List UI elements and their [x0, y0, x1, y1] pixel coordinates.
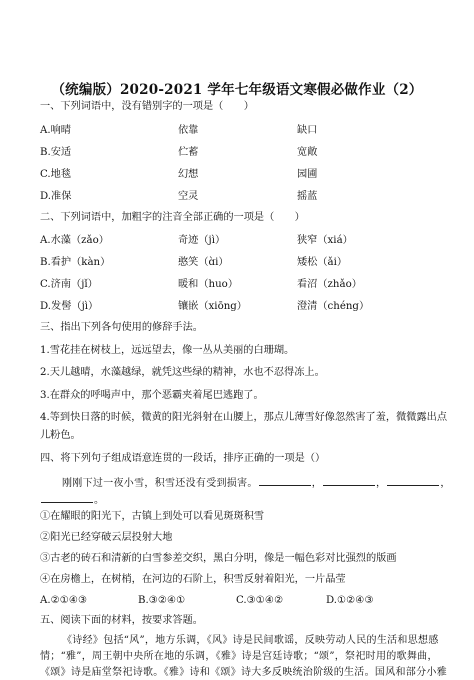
q2-option-a-3: 狭窄（xiá） — [297, 235, 353, 246]
q1-option-a-1: A.响晴 — [40, 125, 71, 136]
q4-option-c: C.③①④② — [236, 595, 284, 606]
q4-passage-text: 刚刚下过一夜小雪，积雪还没有受到损害。 — [62, 478, 258, 489]
blank-1[interactable] — [259, 475, 311, 486]
blank-4[interactable] — [41, 492, 93, 503]
q2-option-d-2: 镶嵌（xiōng） — [178, 301, 247, 312]
question-4-stem: 四、将下列句子组成语意连贯的一段话，排序正确的一项是（） — [40, 453, 326, 464]
q4-sentence-3: ③古老的砖石和清新的白雪参差交织，黑白分明，像是一幅色彩对比强烈的版画 — [40, 553, 397, 564]
q2-option-c-2: 暖和（huo） — [178, 279, 239, 290]
q1-option-a-3: 缺口 — [297, 125, 318, 136]
q4-sentence-1: ①在耀眼的阳光下，古镇上到处可以看见斑斑积雪 — [40, 511, 265, 522]
q1-option-d-2: 空灵 — [178, 191, 199, 202]
blank-2[interactable] — [323, 475, 375, 486]
q1-option-c-3: 园圃 — [297, 169, 318, 180]
q3-item-3: 3.在群众的呼喝声中，那个恶霸夹着尾巴逃跑了。 — [40, 390, 264, 401]
q2-option-a-2: 奇迹（jì） — [178, 235, 226, 246]
q4-option-b: B.③②④① — [138, 595, 186, 606]
q2-option-c-1: C.济南（jǐ） — [40, 279, 98, 290]
q1-option-c-2: 幻想 — [178, 169, 199, 180]
q2-option-d-1: D.发髻（jì） — [40, 301, 99, 312]
q1-option-b-1: B.安适 — [40, 147, 72, 158]
q1-option-d-3: 摇蓝 — [297, 191, 318, 202]
q3-item-2: 2.天儿越晴，水藻越绿，就凭这些绿的精神，水也不忍得冻上。 — [40, 367, 325, 378]
q4-passage-end: 。 — [94, 495, 105, 506]
q2-option-a-1: A.水藻（zǎo） — [40, 235, 109, 246]
q5-material-line-3: 《颂》诗是庙堂祭祀诗歌。《雅》诗和《颂》诗大多反映统治阶级的生活。国风和部分小雅 — [40, 667, 447, 678]
q2-option-d-3: 澄清（chéng） — [297, 301, 370, 312]
q5-material-line-2: 情；“雅”，周王朝中央所在地的乐调，《雅》诗是宫廷诗歌；“颂”，祭祀时用的歌舞曲， — [40, 651, 438, 662]
q1-option-a-2: 依靠 — [178, 125, 199, 136]
q1-option-b-2: 伫蓄 — [178, 147, 199, 158]
question-5-stem: 五、阅读下面的材料，按要求答题。 — [40, 615, 203, 626]
question-1-stem: 一、下列词语中，没有错别字的一项是（ ） — [40, 101, 254, 112]
q4-passage: 刚刚下过一夜小雪，积雪还没有受到损害。 ， ， ， — [62, 475, 451, 491]
q1-option-d-1: D.准保 — [40, 191, 72, 202]
blank-3[interactable] — [387, 475, 439, 486]
question-3-stem: 三、指出下列各句使用的修辞手法。 — [40, 322, 203, 333]
q2-option-b-1: B.看护（kàn） — [40, 257, 111, 268]
q4-sentence-2: ②阳光已经穿破云层投射大地 — [40, 532, 173, 543]
q5-material-line-1: 《诗经》包括“风”，地方乐调，《风》诗是民间歌谣，反映劳动人民的生活和思想感 — [62, 635, 439, 646]
q3-item-1: 1.雪花挂在树枝上，远远望去，像一丛从美丽的白珊瑚。 — [40, 345, 295, 356]
q2-option-b-2: 憨笑（ɑ̀i） — [178, 257, 229, 268]
q4-passage-line-2 — [40, 492, 104, 508]
q4-option-a: A.②①④③ — [40, 595, 88, 606]
q1-option-c-1: C.地毯 — [40, 169, 72, 180]
q2-option-c-3: 看沼（zhǎo） — [297, 279, 362, 290]
q2-option-b-3: 矮松（ǎi） — [297, 257, 348, 268]
q4-option-d: D.①②④③ — [326, 595, 374, 606]
q4-sentence-4: ④在房檐上，在树梢，在河边的石阶上，积雪反射着阳光，一片晶莹 — [40, 574, 346, 585]
q3-item-4: 4.等到快日落的时候，微黄的阳光斜射在山腰上，那点儿薄雪好像忽然害了羞，微微露出点 — [40, 412, 448, 423]
document-title: （统编版）2020-2021 学年七年级语文寒假必做作业（2） — [51, 82, 423, 98]
q3-item-4-continued: 儿粉色。 — [40, 430, 81, 441]
question-2-stem: 二、下列词语中，加粗字的注音全部正确的一项是（ ） — [40, 212, 305, 223]
q1-option-b-3: 宽敞 — [297, 147, 318, 158]
